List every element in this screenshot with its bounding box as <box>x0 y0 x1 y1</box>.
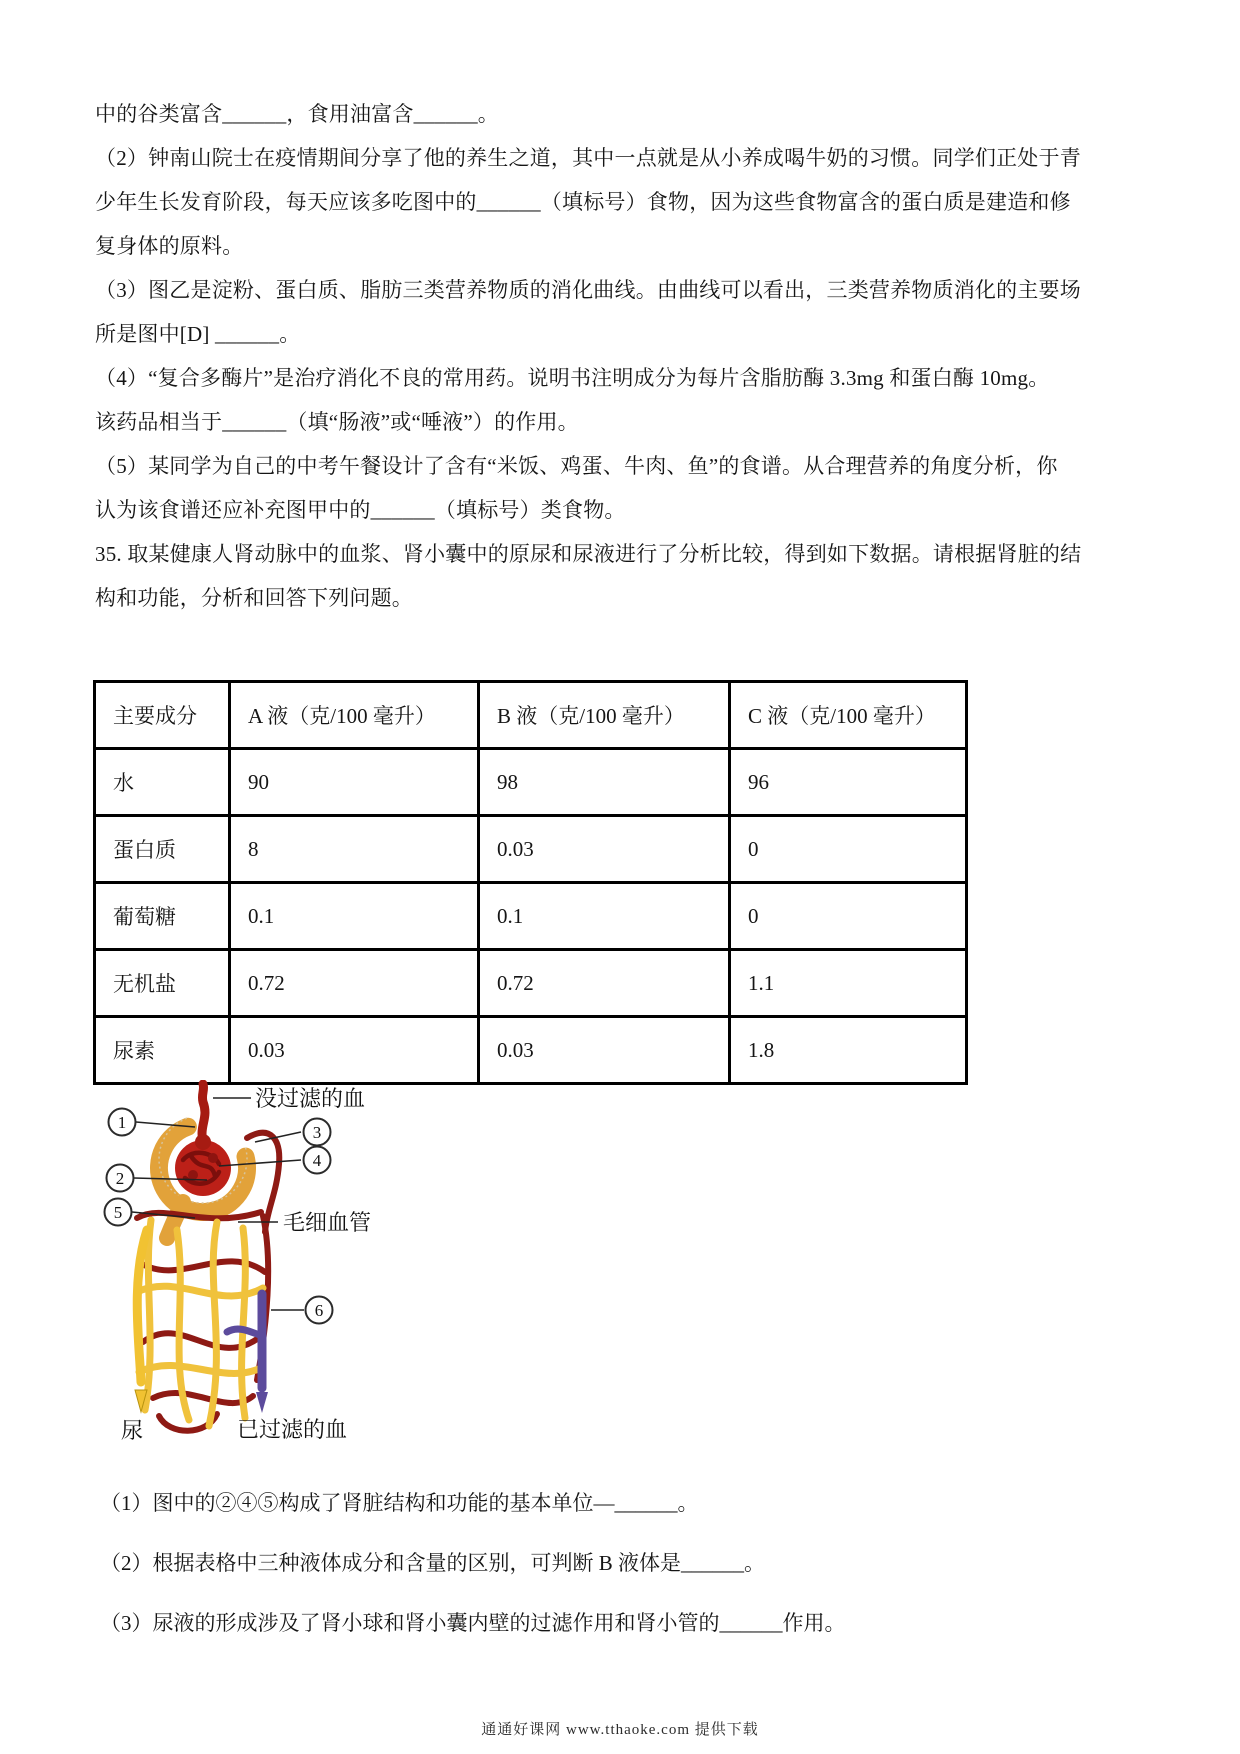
table-cell: 尿素 <box>95 1017 230 1084</box>
table-row <box>95 816 967 883</box>
svg-text:5: 5 <box>113 1203 123 1222</box>
table-cell: 0.1 <box>479 883 730 950</box>
table-cell: 水 <box>95 749 230 816</box>
nephron-diagram <box>95 1080 415 1450</box>
filtered-blood-duct-shape <box>227 1294 268 1413</box>
table-cell: 1.8 <box>730 1017 967 1084</box>
question-text-block <box>95 92 1165 620</box>
text-line: 认为该食谱还应补充图甲中的______（填标号）类食物。 <box>95 498 626 522</box>
table-cell: 0.03 <box>479 1017 730 1084</box>
label-2-marker <box>107 1165 134 1192</box>
table-cell: 1.1 <box>730 950 967 1017</box>
table-cell: 0.03 <box>479 816 730 883</box>
sub-question-2: （2）根据表格中三种液体成分和含量的区别，可判断 B 液体是______。 <box>100 1551 766 1575</box>
table-cell: 0.03 <box>230 1017 479 1084</box>
table-cell: 90 <box>230 749 479 816</box>
label-4-marker <box>304 1147 331 1174</box>
sub-question-1: （1）图中的②④⑤构成了肾脏结构和功能的基本单位—______。 <box>100 1491 699 1515</box>
table-cell: 0.72 <box>479 950 730 1017</box>
table-cell: 葡萄糖 <box>95 883 230 950</box>
table-header-cell: A 液（克/100 毫升） <box>230 682 479 749</box>
text-line: 该药品相当于______（填“肠液”或“唾液”）的作用。 <box>95 410 579 434</box>
svg-text:1: 1 <box>117 1113 127 1132</box>
svg-text:3: 3 <box>312 1123 322 1142</box>
text-line: （2）钟南山院士在疫情期间分享了他的养生之道，其中一点就是从小养成喝牛奶的习惯。同学们正处于青 <box>95 146 1081 170</box>
table-header-row <box>95 682 967 749</box>
unfiltered-blood-label: 没过滤的血 <box>255 1086 366 1111</box>
text-line: 所是图中[D] ______。 <box>95 322 301 346</box>
label-5-marker <box>105 1199 132 1226</box>
table-cell: 96 <box>730 749 967 816</box>
table-row <box>95 883 967 950</box>
text-line: （4）“复合多酶片”是治疗消化不良的常用药。说明书注明成分为每片含脂肪酶 3.3mg 和蛋白酶 10mg。 <box>95 366 1050 390</box>
table-header-cell: C 液（克/100 毫升） <box>730 682 967 749</box>
table-cell: 0 <box>730 816 967 883</box>
table-header-cell: B 液（克/100 毫升） <box>479 682 730 749</box>
table-row <box>95 749 967 816</box>
svg-text:2: 2 <box>115 1169 125 1188</box>
capillary-bundle-shape <box>137 1212 268 1431</box>
footer-text: 通通好课网 www.tthaoke.com 提供下载 <box>481 1722 759 1738</box>
text-line: （3）图乙是淀粉、蛋白质、脂肪三类营养物质的消化曲线。由曲线可以看出，三类营养物质消化的主要场 <box>95 278 1081 302</box>
table-row <box>95 1017 967 1084</box>
table-cell: 8 <box>230 816 479 883</box>
capillary-label: 毛细血管 <box>283 1210 372 1235</box>
svg-text:6: 6 <box>314 1301 324 1320</box>
label-1-marker <box>109 1109 136 1136</box>
table-cell: 0.1 <box>230 883 479 950</box>
text-line: 中的谷类富含______，食用油富含______。 <box>95 102 499 126</box>
text-line: 构和功能，分析和回答下列问题。 <box>95 586 413 610</box>
text-line: 少年生长发育阶段，每天应该多吃图中的______（填标号）食物，因为这些食物富含的蛋白质是建造和修 <box>95 190 1071 214</box>
table-cell: 0.72 <box>230 950 479 1017</box>
text-line: 复身体的原料。 <box>95 234 244 258</box>
table-header-cell: 主要成分 <box>95 682 230 749</box>
svg-text:4: 4 <box>312 1151 322 1170</box>
fluids-table <box>93 680 968 1085</box>
text-line: （5）某同学为自己的中考午餐设计了含有“米饭、鸡蛋、牛肉、鱼”的食谱。从合理营养的角度分析，你 <box>95 454 1058 478</box>
table-cell: 蛋白质 <box>95 816 230 883</box>
afferent-vessel-shape <box>195 1084 211 1150</box>
table-cell: 无机盐 <box>95 950 230 1017</box>
table-cell: 98 <box>479 749 730 816</box>
urine-label: 尿 <box>121 1418 144 1443</box>
table-cell: 0 <box>730 883 967 950</box>
label-3-marker <box>304 1119 331 1146</box>
text-line: 35. 取某健康人肾动脉中的血浆、肾小囊中的原尿和尿液进行了分析比较，得到如下数据。请根据肾脏的结 <box>95 542 1082 566</box>
filtered-blood-label: 已过滤的血 <box>237 1417 348 1442</box>
sub-question-3: （3）尿液的形成涉及了肾小球和肾小囊内壁的过滤作用和肾小管的______作用。 <box>100 1611 846 1635</box>
label-6-marker <box>306 1297 333 1324</box>
table-row <box>95 950 967 1017</box>
